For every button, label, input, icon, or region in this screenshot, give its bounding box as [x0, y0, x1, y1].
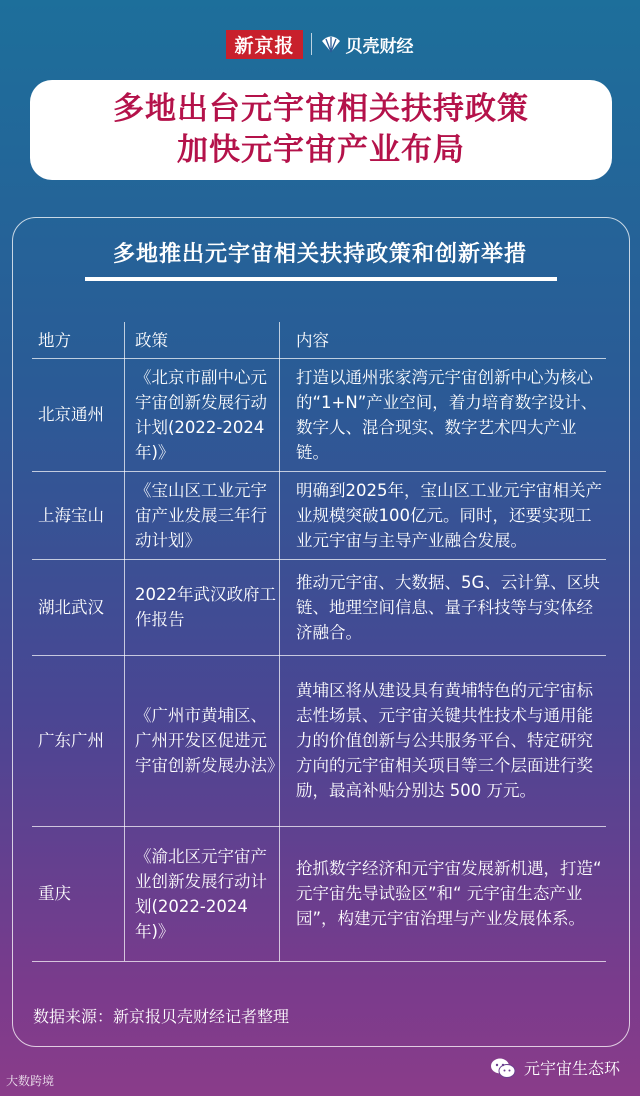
row-policy: 《渝北区元宇宙产业创新发展行动计划(2022-2024年)》 [124, 826, 279, 961]
row-content: 黄埔区将从建设具有黄埔特色的元宇宙标志性场景、元宇宙关键共性技术与通用能力的价值创新与公共服务平台、特定研究方向的元宇宙相关项目等三个层面进行奖励，最高补贴分别达 500 万元。 [279, 655, 606, 826]
row-region: 湖北武汉 [38, 597, 104, 617]
row-region: 重庆 [38, 884, 71, 903]
row-policy: 《广州市黄埔区、广州开发区促进元宇宙创新发展办法》 [124, 655, 279, 826]
row-region: 北京通州 [38, 405, 104, 424]
header-region: 地方 [38, 330, 71, 350]
header-content: 内容 [279, 322, 606, 358]
row-content: 抢抓数字经济和元宇宙发展新机遇，打造“ 元宇宙先导试验区”和“ 元宇宙生态产业园”，构建元宇宙治理与产业发展体系。 [279, 826, 606, 961]
row-region: 上海宝山 [38, 505, 104, 525]
headline-line-2: 加快元宇宙产业布局 [177, 132, 465, 168]
row-policy: 2022年武汉政府工作报告 [124, 559, 279, 655]
shell-finance-label: 贝壳财经 [345, 36, 414, 57]
newspaper-logo: 新京报 [226, 30, 302, 59]
table-row [32, 471, 606, 560]
shell-finance-logo [320, 32, 414, 57]
row-content: 推动元宇宙、大数据、5G、云计算、区块链、地理空间信息、量子科技等与实体经济融合。 [279, 559, 606, 655]
watermark-left: 大数跨境 [6, 1074, 55, 1088]
table-row [32, 826, 606, 962]
row-content: 明确到2025年，宝山区工业元宇宙相关产业规模突破100亿元。同时，还要实现工业元宇宙与主导产业融合发展。 [279, 471, 606, 559]
section-title-underline [85, 277, 557, 281]
wechat-icon [490, 1057, 516, 1079]
masthead-divider [311, 33, 312, 55]
table-header-row [32, 322, 606, 359]
row-policy: 《北京市副中心元宇宙创新发展行动计划(2022-2024年)》 [124, 358, 279, 471]
headline-line-1: 多地出台元宇宙相关扶持政策 [113, 91, 529, 127]
shell-icon [320, 35, 342, 53]
wechat-account-name: 元宇宙生态环 [523, 1059, 620, 1078]
table-row [32, 655, 606, 827]
row-policy: 《宝山区工业元宇宙产业发展三年行动计划》 [124, 471, 279, 559]
data-source-note: 数据来源：新京报贝壳财经记者整理 [33, 1007, 290, 1026]
row-region: 广东广州 [38, 731, 104, 750]
masthead [0, 30, 640, 58]
wechat-account-credit [490, 1056, 620, 1079]
table-row [32, 358, 606, 472]
row-content: 打造以通州张家湾元宇宙创新中心为核心的“1+N”产业空间，着力培育数字设计、数字人、混合现实、数字艺术四大产业链。 [279, 358, 606, 471]
headline-card [30, 80, 612, 180]
table-row [32, 559, 606, 656]
section-title: 多地推出元宇宙相关扶持政策和创新举措 [112, 242, 527, 267]
header-policy: 政策 [124, 322, 279, 358]
